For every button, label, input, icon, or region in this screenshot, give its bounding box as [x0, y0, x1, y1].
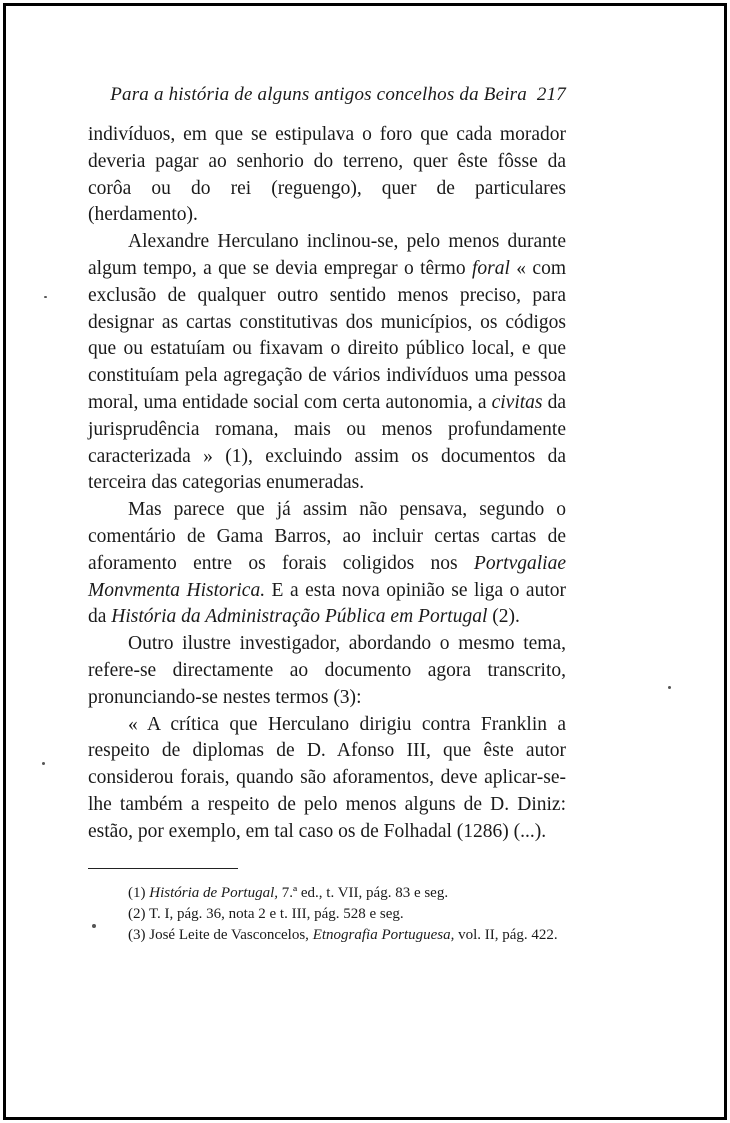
document-page — [88, 84, 566, 946]
paragraph-2: Alexandre Herculano inclinou-se, pelo menos durante algum tempo, a que se devia empregar o têrmo foral « com exclusão de qualquer outro sentido menos preciso, para designar as cartas constitutivas dos municípios, os códigos que ou estatuíam ou fixavam o direito público local, e que constituíam pela agregação de vários indivíduos uma pessoa moral, uma entidade social com certa autonomia, a civitas da jurisprudência romana, mais ou menos profundamente caracterizada » (1), excluindo assim os documentos da terceira das categorias enumeradas. — [88, 231, 567, 494]
scan-speck — [44, 296, 47, 298]
paragraph-4: Outro ilustre investigador, abordando o mesmo tema, refere-se directamente ao documento agora transcrito, pronunciando-se nestes termos (3): — [88, 633, 566, 708]
term-civitas: civitas — [491, 391, 543, 413]
paragraph-1: indivíduos, em que se estipulava o foro que cada morador deveria pagar ao senhorio do terreno, quer êste fôsse da corôa ou do rei (reguengo), quer de particulares (herdamento). — [88, 124, 566, 226]
running-title: Para a história de alguns antigos concelhos da Beira — [110, 84, 527, 105]
footnote-ref-2: (2) — [492, 606, 515, 628]
body-text — [88, 122, 566, 846]
footnote-2: (2) T. I, pág. 36, nota 2 e t. III, pág. 528 e seg. — [128, 905, 404, 922]
scan-speck — [92, 924, 96, 928]
footnote-3: (3) José Leite de Vasconcelos, Etnografia Portuguesa, vol. II, pág. 422. — [128, 926, 558, 943]
footnote-ref-3: (3) — [333, 686, 357, 708]
footnote-ref-1: (1) — [225, 445, 249, 467]
running-header — [88, 84, 566, 106]
term-foral: foral — [471, 257, 510, 279]
footnotes — [88, 883, 566, 946]
title-pmh: Portvgaliae Monvmenta Historica. — [88, 552, 566, 601]
paragraph-3: Mas parece que já assim não pensava, segundo o comentário de Gama Barros, ao incluir certas cartas de aforamento entre os forais coligidos nos Portvgaliae Monvmenta Historica. E a esta nova opinião se liga o autor da História da Administração Pública em Portugal (2). — [88, 499, 566, 628]
title-hap: História da Administração Pública em Portugal — [111, 606, 488, 628]
scan-speck — [42, 762, 45, 765]
footnote-1: (1) História de Portugal, 7.ª ed., t. VII, pág. 83 e seg. — [128, 884, 449, 901]
page-number: 217 — [536, 84, 566, 105]
footnote-divider — [88, 868, 238, 869]
paragraph-5-quote: « A crítica que Herculano dirigiu contra Franklin a respeito de diplomas de D. Afonso III, que êste autor considerou forais, quando são aforamentos, deve aplicar-se-lhe também a respeito de pelo menos alguns de D. Diniz: estão, por exemplo, em tal caso os de Folhadal (1286) (...). — [88, 713, 566, 842]
scan-speck — [668, 686, 671, 689]
